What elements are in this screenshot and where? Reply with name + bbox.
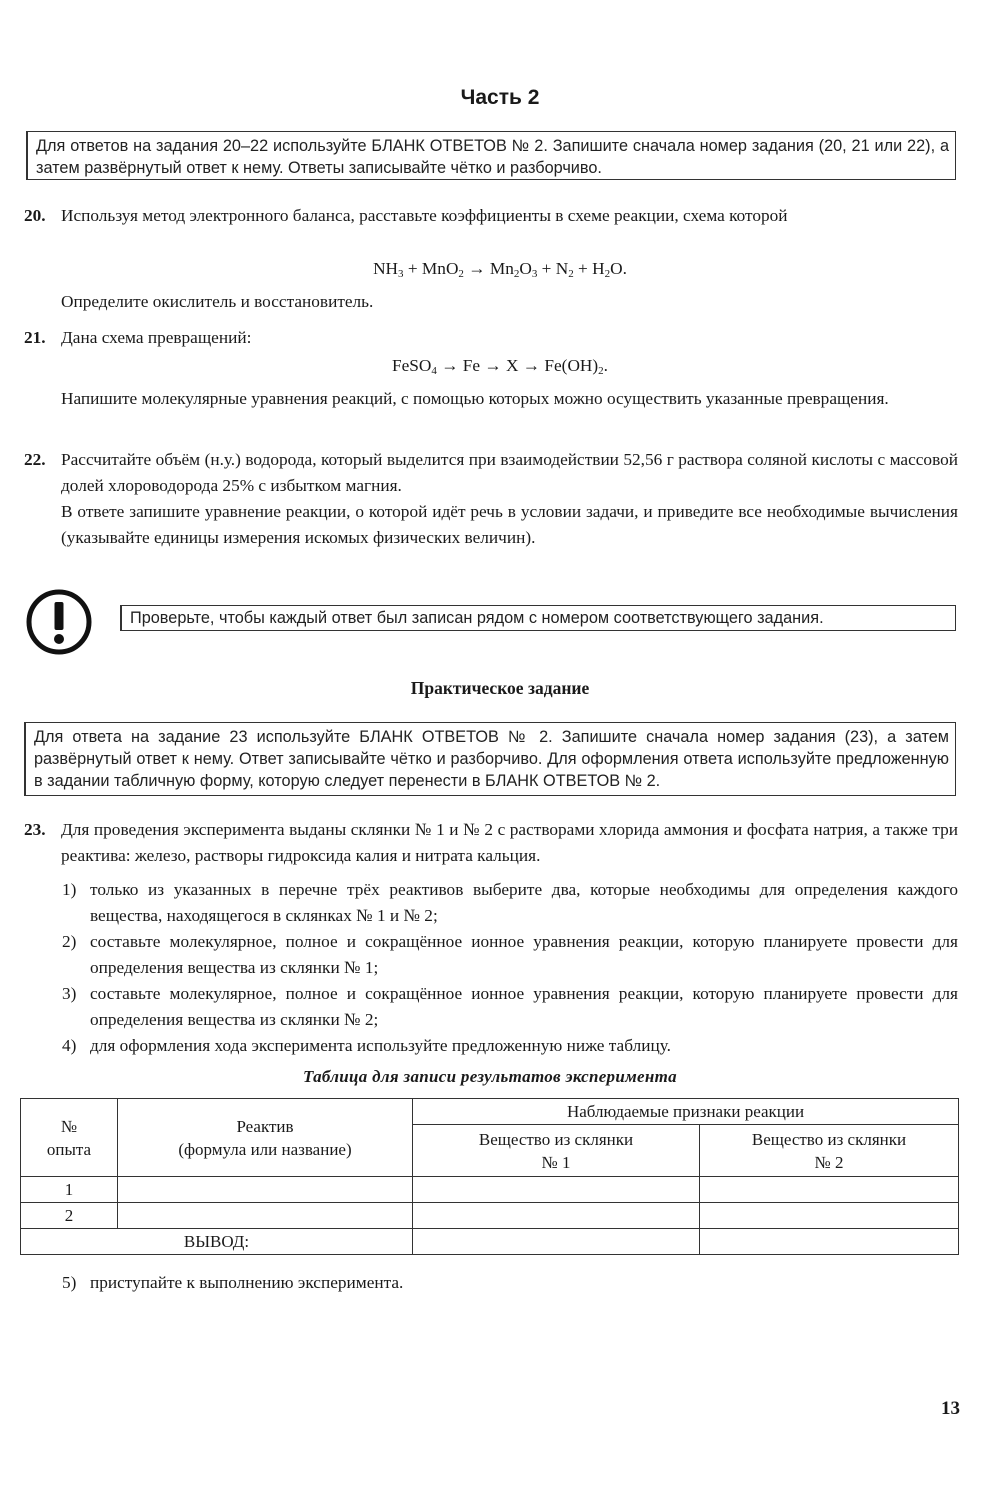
list-item: 4) для оформления хода эксперимента используйте предложенную ниже таблицу. [62,1036,671,1055]
table-row: 2 [21,1203,959,1229]
task-text-2: В ответе запишите уравнение реакции, о которой идёт речь в условии задачи, и приведите все необходимые вычисления (указывайте единицы измерения искомых физических величин). [61,502,958,547]
task-23-final-step [62,1270,958,1296]
task-21-formula: FeSO$_4$ → $Fe \to X \to Fe(OH)_2$. [392,356,608,377]
task-20-question: Определите окислитель и восстановитель. [61,292,374,311]
task-text: Дана схема превращений: [61,328,252,347]
table-row-conclusion: ВЫВОД: [21,1229,959,1255]
list-item: 1) только из указанных в перечне трёх реактивов выберите два, которые необходимы для определения каждого вещества, находящегося в склянках № 1 и № 2; [62,880,958,925]
table-title: Таблица для записи результатов эксперимента [303,1067,677,1086]
task-number: 23. [24,820,46,839]
task-text: Используя метод электронного баланса, расставьте коэффициенты в схеме реакции, схема которой [61,206,788,225]
task-22 [24,447,958,551]
list-item: 2) составьте молекулярное, полное и сокращённое ионное уравнения реакции, которую планируете провести для определения вещества из склянки № 1; [62,932,958,977]
practical-task-title: Практическое задание [410,678,590,698]
exclamation-circle-icon [24,587,94,657]
list-item: 5) приступайте к выполнению эксперимента. [62,1273,404,1292]
task-20 [24,203,958,229]
task-21-question: Напишите молекулярные уравнения реакций, с помощью которых можно осуществить указанные превращения. [61,389,889,408]
task-number: 21. [24,328,46,347]
column-header-number: № опыта [21,1099,118,1177]
task-23 [24,817,958,869]
task-21 [24,325,958,351]
table-row: 1 [21,1177,959,1203]
task-number: 20. [24,206,46,225]
check-answers-notice: Проверьте, чтобы каждый ответ был записан рядом с номером соответствующего задания. [120,605,956,631]
results-table [20,1098,959,1255]
task-23-steps [62,877,958,1059]
task-number: 22. [24,450,46,469]
page-number: 13 [941,1398,960,1419]
column-header-observed: Наблюдаемые признаки реакции [413,1099,959,1125]
column-header-reagent: Реактив (формула или название) [118,1099,413,1177]
column-header-vial-1: Вещество из склянки № 1 [413,1125,700,1177]
task-text: Для проведения эксперимента выданы склянки № 1 и № 2 с растворами хлорида аммония и фосфата натрия, а также три реактива: железо, растворы гидроксида калия и нитрата кальция. [61,820,958,865]
task-text: Рассчитайте объём (н.у.) водорода, который выделится при взаимодействии 52,56 г раствора соляной кислоты с массовой долей хлороводорода 25% с избытком магния. [61,450,958,495]
part-title: Часть 2 [460,86,540,109]
column-header-vial-2: Вещество из склянки № 2 [700,1125,959,1177]
task-20-formula: $NH_3 + MnO_2 \to Mn_2O_3 + N_2 + H_2O$. [373,259,627,280]
instructions-box-23: Для ответа на задание 23 используйте БЛАНК ОТВЕТОВ № 2. Запишите сначала номер задания (23), а затем развёрнутый ответ к нему. Ответ записывайте чётко и разборчиво. Для оформления ответа используйте предложенную в задании табличную форму, которую следует перенести в БЛАНК ОТВЕТОВ № 2. [24,722,956,796]
instructions-box-20-22: Для ответов на задания 20–22 используйте БЛАНК ОТВЕТОВ № 2. Запишите сначала номер задания (20, 21 или 22), а затем развёрнутый ответ к нему. Ответы записывайте чётко и разборчиво. [26,131,956,180]
list-item: 3) составьте молекулярное, полное и сокращённое ионное уравнения реакции, которую планируете провести для определения вещества из склянки № 2; [62,984,958,1029]
